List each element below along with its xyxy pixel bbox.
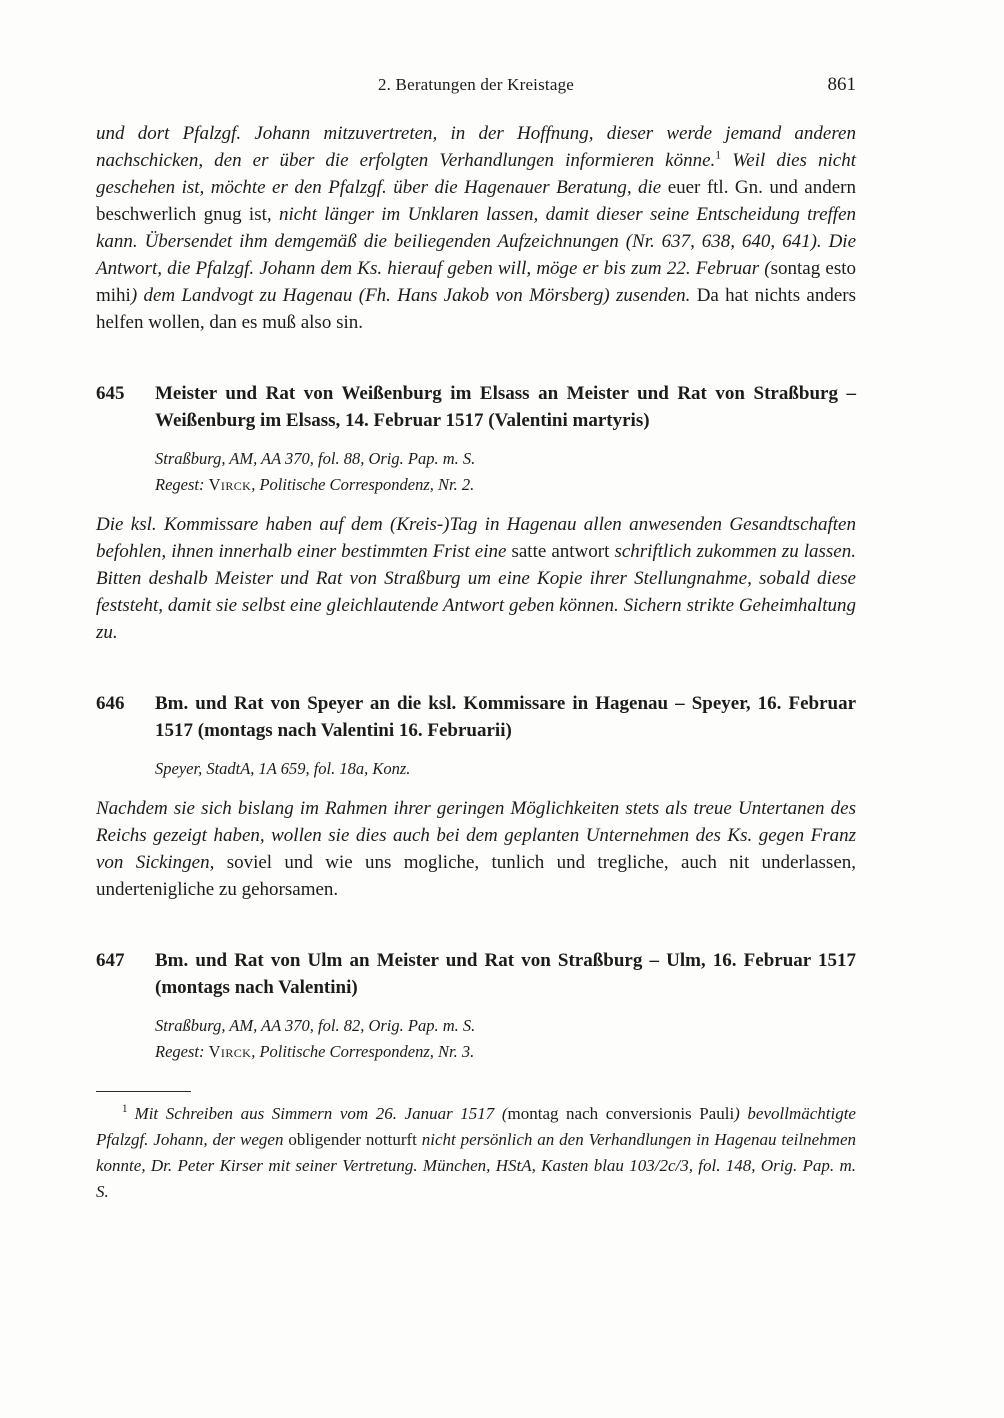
footnote-1 — [96, 1101, 856, 1205]
source-line — [155, 1039, 856, 1065]
running-title: 2. Beratungen der Kreistage — [377, 75, 575, 94]
entry-646 — [96, 690, 856, 903]
text-run: sontag esto mihi — [96, 258, 856, 306]
text-run: Die ksl. Kommissare haben auf dem (Kreis-)Tag in Hagenau allen anwesenden Gesandtschaften befohlen, ihnen innerhalb einer bestimmten Frist eine — [96, 514, 856, 562]
footnote-rule — [96, 1091, 191, 1092]
text-run: Speyer, StadtA, 1A 659, fol. 18a, Konz. — [155, 759, 411, 778]
footnote-marker: 1 — [122, 1103, 128, 1116]
text-run: Weil dies nicht geschehen ist, möchte er den Pfalzgf. über die Hagenauer Beratung, die — [96, 150, 856, 198]
source-line — [155, 472, 856, 498]
entry-sources — [155, 1013, 856, 1065]
entry-sources — [155, 446, 856, 498]
entry-sources — [155, 756, 856, 782]
source-line — [155, 756, 856, 782]
text-run: Da hat nichts anders helfen wollen, dan es muß also sin. — [96, 285, 856, 333]
entry-645 — [96, 380, 856, 646]
text-run: Virck — [208, 475, 252, 494]
entry-summary — [96, 511, 856, 646]
source-line — [155, 1013, 856, 1039]
text-run: , nicht länger im Unklaren lassen, damit dieser seine Entscheidung treffen kann. Übersendet ihm demgemäß die beiliegenden Aufzeichnungen (Nr. 637, 638, 640, 641). Die Antwort, die Pfalzgf. Johann dem Ks. hierauf geben will, möge er bis zum 22. Februar ( — [96, 204, 857, 279]
text-run: satte antwort — [511, 541, 610, 562]
footnote-section — [96, 1091, 856, 1205]
entry-heading — [96, 380, 856, 434]
page-header — [96, 74, 856, 96]
entry-title: Bm. und Rat von Speyer an die ksl. Kommissare in Hagenau – Speyer, 16. Februar 1517 (montags nach Valentini 16. Februarii) — [155, 693, 856, 741]
text-run: Regest: — [155, 1042, 209, 1061]
footnote-text — [96, 1104, 856, 1201]
text-run: Straßburg, AM, AA 370, fol. 82, Orig. Pap. m. S. — [155, 1016, 476, 1035]
text-run: montag nach conversionis Pauli — [507, 1104, 735, 1123]
text-run: schriftlich zukommen zu lassen. Bitten deshalb Meister und Rat von Straßburg um eine Kopie ihrer Stellungnahme, sobald diese feststeht, damit sie selbst eine gleichlautende Antwort geben können. Sichern strikte Geheimhaltung zu. — [96, 541, 856, 643]
text-run: ) bevollmächtigte Pfalzgf. Johann, der wegen — [96, 1104, 856, 1149]
text-run: Straßburg, AM, AA 370, fol. 88, Orig. Pap. m. S. — [155, 449, 476, 468]
text-run: ) dem Landvogt zu Hagenau (Fh. Hans Jakob von Mörsberg) zusenden. — [130, 285, 691, 306]
footnote-reference: 1 — [715, 148, 722, 162]
text-run: Regest: — [155, 475, 209, 494]
entry-number: 647 — [96, 950, 125, 971]
entry-647 — [96, 947, 856, 1065]
text-run: Nachdem sie sich bislang im Rahmen ihrer geringen Möglichkeiten stets als treue Untertanen des Reichs gezeigt haben, wollen sie dies auch bei dem geplanten Unternehmen des Ks. gegen Franz von Sickingen, — [96, 798, 856, 873]
entry-heading — [96, 690, 856, 744]
text-run: , Politische Correspondenz, Nr. 3. — [251, 1042, 475, 1061]
entry-summary — [96, 795, 856, 903]
entry-number: 645 — [96, 383, 125, 404]
text-run: obligender notturft — [288, 1130, 417, 1149]
page-number: 861 — [827, 74, 856, 95]
entry-heading — [96, 947, 856, 1001]
entry-number: 646 — [96, 693, 125, 714]
entry-title: Meister und Rat von Weißenburg im Elsass an Meister und Rat von Straßburg – Weißenburg im Elsass, 14. Februar 1517 (Valentini martyris) — [155, 383, 856, 431]
carryover-paragraph — [96, 120, 856, 336]
text-run: Virck — [208, 1042, 252, 1061]
text-run: und dort Pfalzgf. Johann mitzuvertreten, in der Hoffnung, dieser werde jemand anderen nachschicken, den er über die erfolgten Verhandlungen informieren könne. — [96, 123, 856, 171]
text-run: soviel und wie uns mogliche, tunlich und tregliche, auch nit underlassen, undertenigliche zu gehorsamen. — [96, 852, 856, 900]
text-run: nicht persönlich an den Verhandlungen in Hagenau teilnehmen konnte, Dr. Peter Kirser mit seiner Vertretung. München, HStA, Kasten blau 103/2c/3, fol. 148, Orig. Pap. m. S. — [96, 1130, 856, 1201]
text-run: euer ftl. Gn. und andern beschwerlich gnug ist — [96, 177, 856, 225]
text-run: , Politische Correspondenz, Nr. 2. — [251, 475, 475, 494]
entry-title: Bm. und Rat von Ulm an Meister und Rat von Straßburg – Ulm, 16. Februar 1517 (montags nach Valentini) — [155, 950, 856, 998]
text-run: Mit Schreiben aus Simmern vom 26. Januar 1517 ( — [134, 1104, 508, 1123]
source-line — [155, 446, 856, 472]
